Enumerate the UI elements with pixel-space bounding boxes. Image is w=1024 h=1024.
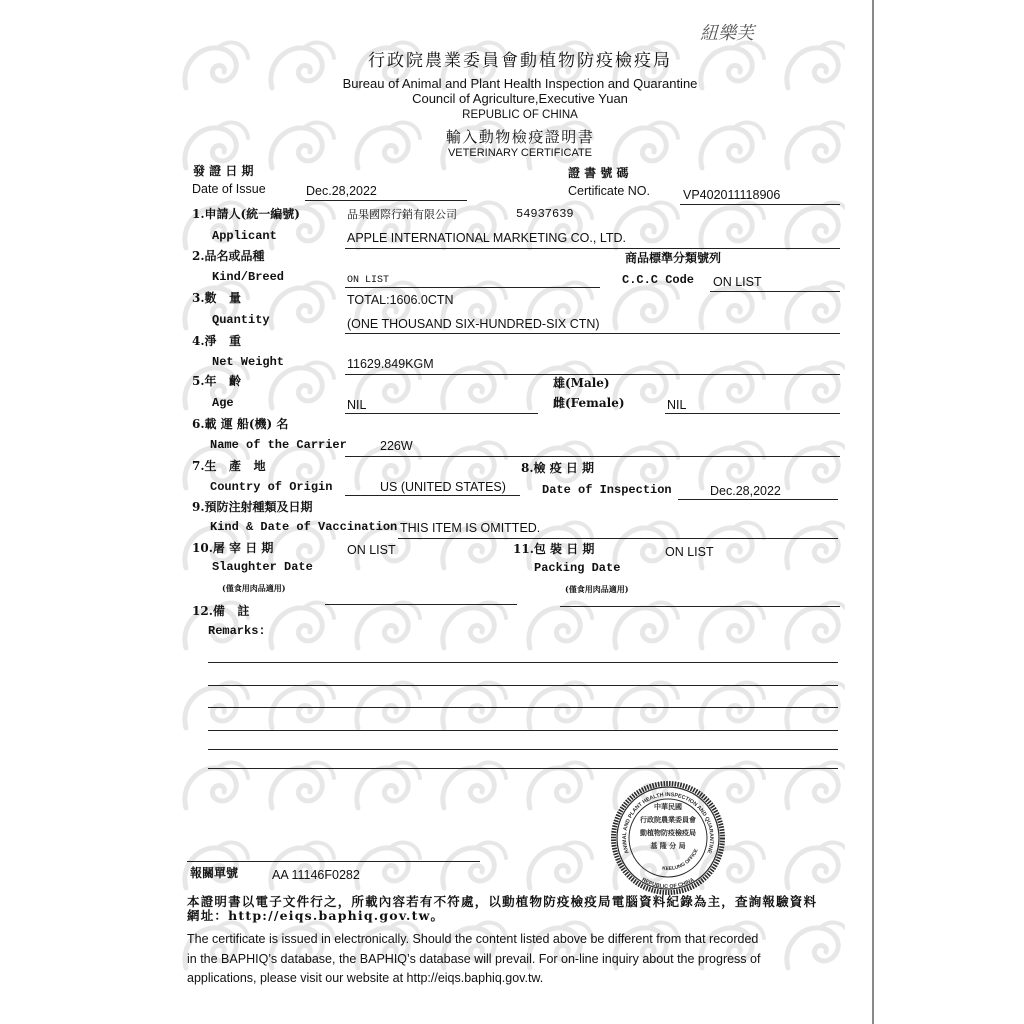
slaughter-date-value: ON LIST (347, 543, 396, 557)
ccc-code-underline (710, 291, 840, 292)
customs-top-line (187, 861, 480, 862)
watermark-fill (180, 30, 845, 1000)
remarks-label-zh: 12.備 註 (192, 604, 250, 618)
packing-date-label-en: Packing Date (534, 561, 621, 575)
packing-date-underline (560, 606, 840, 607)
age-label-zh: 5.年 齡 (192, 374, 242, 388)
remarks-label-en: Remarks: (208, 624, 266, 638)
handwritten-note: 紐樂芙 (700, 23, 754, 44)
seal-line-2: 行政院農業委員會 (640, 815, 696, 824)
kind-breed-label-en: Kind/Breed (212, 270, 285, 284)
slaughter-date-underline (325, 604, 517, 605)
carrier-underline (345, 456, 840, 457)
carrier-label-zh: 6.載 運 船(機) 名 (192, 417, 289, 431)
seal-line-4: 基 隆 分 局 (650, 841, 686, 850)
bureau-title-en: Bureau of Animal and Plant Health Inspection and Quarantine (342, 76, 698, 91)
age-value: NIL (347, 398, 367, 412)
notice-zh-line-1: 本證明書以電子文件行之，所載內容若有不符處，以動植物防疫檢疫局電腦資料紀錄為主，查詢報驗資料 (187, 894, 818, 909)
remarks-line (208, 730, 838, 731)
carrier-value: 226W (380, 439, 413, 453)
vaccination-underline (398, 538, 838, 539)
remarks-line (208, 768, 838, 769)
certificate-no-underline (680, 204, 840, 205)
net-weight-label-en: Net Weight (212, 355, 285, 369)
origin-underline (345, 495, 520, 496)
vaccination-label-en: Kind & Date of Vaccination (210, 520, 398, 534)
page-edge-line (872, 0, 874, 1024)
applicant-label-en: Applicant (212, 229, 277, 243)
applicant-underline (345, 248, 840, 249)
female-value: NIL (667, 398, 687, 412)
inspection-date-label-en: Date of Inspection (542, 483, 672, 497)
seal-line-3: 動植物防疫檢疫局 (640, 828, 696, 837)
vaccination-value: THIS ITEM IS OMITTED. (400, 521, 541, 535)
female-label: 雌(Female) (553, 396, 625, 410)
certificate-no-label-zh: 證 書 號 碼 (568, 166, 629, 180)
applicant-unified-no: 54937639 (516, 207, 574, 221)
issue-date-label-zh: 發 證 日 期 (193, 164, 254, 178)
seal-ring-bottom-path: REPUBLIC OF CHINA (640, 877, 696, 891)
quantity-underline (345, 333, 840, 334)
slaughter-date-label-en: Slaughter Date (212, 560, 313, 574)
kind-breed-label-zh: 2.品名或品種 (192, 249, 265, 263)
net-weight-underline (345, 374, 840, 375)
packing-date-label-zh: 11.包 裝 日 期 (513, 542, 595, 556)
notice-zh-line-2: 網址：http://eiqs.baphiq.gov.tw。 (187, 908, 445, 923)
certificate-no-value: VP402011118906 (683, 188, 781, 202)
slaughter-date-note: (僅食用肉品適用) (222, 583, 286, 593)
quantity-value-words: (ONE THOUSAND SIX-HUNDRED-SIX CTN) (347, 317, 600, 331)
inspection-date-value: Dec.28,2022 (710, 484, 781, 498)
ccc-code-label-en: C.C.C Code (622, 273, 695, 287)
origin-label-zh: 7.生 產 地 (192, 459, 266, 473)
kind-breed-underline (345, 287, 600, 288)
seal-serrated-rim (614, 784, 723, 893)
ccc-code-value: ON LIST (713, 275, 762, 289)
carrier-label-en: Name of the Carrier (210, 438, 347, 452)
applicant-name-en: APPLE INTERNATIONAL MARKETING CO., LTD. (347, 231, 626, 245)
notice-en-line-1: The certificate is issued in electronically. Should the content listed above be different from that recorded (187, 932, 759, 946)
origin-value: US (UNITED STATES) (380, 480, 506, 494)
seal-office-text (662, 847, 700, 872)
certificate-title-zh: 輸入動物檢疫證明書 (445, 128, 595, 146)
quantity-label-zh: 3.數 量 (192, 291, 242, 305)
quantity-value: TOTAL:1606.0CTN (347, 293, 454, 307)
age-underline (345, 413, 538, 414)
male-label: 雄(Male) (553, 376, 610, 390)
issue-date-underline (305, 200, 467, 201)
remarks-line (208, 707, 838, 708)
inspection-date-underline (678, 499, 838, 500)
origin-label-en: Country of Origin (210, 480, 333, 494)
remarks-line (208, 662, 838, 663)
packing-date-note: (僅食用肉品適用) (565, 584, 629, 594)
notice-en-line-2: in the BAPHIQ’s database, the BAPHIQ’s database will prevail. For on-line inquiry about the progress of (187, 952, 761, 966)
seal-office-path: KEELUNG OFFICE (661, 848, 700, 873)
age-label-en: Age (212, 396, 234, 410)
applicant-label-zh: 1.申請人(統一編號) (192, 207, 300, 221)
kind-breed-value: ON LIST (347, 275, 390, 286)
quantity-label-en: Quantity (212, 313, 270, 327)
issue-date-value: Dec.28,2022 (306, 184, 377, 198)
remarks-line (208, 749, 838, 750)
vaccination-label-zh: 9.預防注射種類及日期 (192, 500, 313, 514)
issue-date-label-en: Date of Issue (192, 182, 266, 196)
applicant-name-zh: 品果國際行銷有限公司 (347, 208, 457, 221)
certificate-title-en: VETERINARY CERTIFICATE (447, 147, 593, 159)
agency-title-zh: 行政院農業委員會動植物防疫檢疫局 (368, 51, 672, 71)
customs-label: 報關單號 (190, 866, 239, 880)
female-underline (665, 413, 840, 414)
ccc-code-label-zh: 商品標準分類號列 (625, 251, 722, 265)
inspection-date-label-zh: 8.檢 疫 日 期 (521, 461, 595, 475)
remarks-line (208, 685, 838, 686)
notice-en-line-3: applications, please visit our website at http://eiqs.baphiq.gov.tw. (187, 971, 544, 985)
customs-value: AA 11146F0282 (272, 868, 360, 882)
net-weight-value: 11629.849KGM (347, 357, 434, 371)
official-seal (610, 780, 726, 896)
council-title-en: Council of Agriculture,Executive Yuan (412, 91, 628, 106)
net-weight-label-zh: 4.淨 重 (192, 334, 242, 348)
slaughter-date-label-zh: 10.屠 宰 日 期 (192, 541, 274, 555)
packing-date-value: ON LIST (665, 545, 714, 559)
certificate-no-label-en: Certificate NO. (568, 184, 650, 198)
seal-line-1: 中華民國 (654, 802, 682, 811)
seal-ring-top-path: ANIMAL AND PLANT HEALTH INSPECTION AND QUARANTINE (621, 792, 715, 855)
country-title-en: REPUBLIC OF CHINA (462, 109, 578, 121)
